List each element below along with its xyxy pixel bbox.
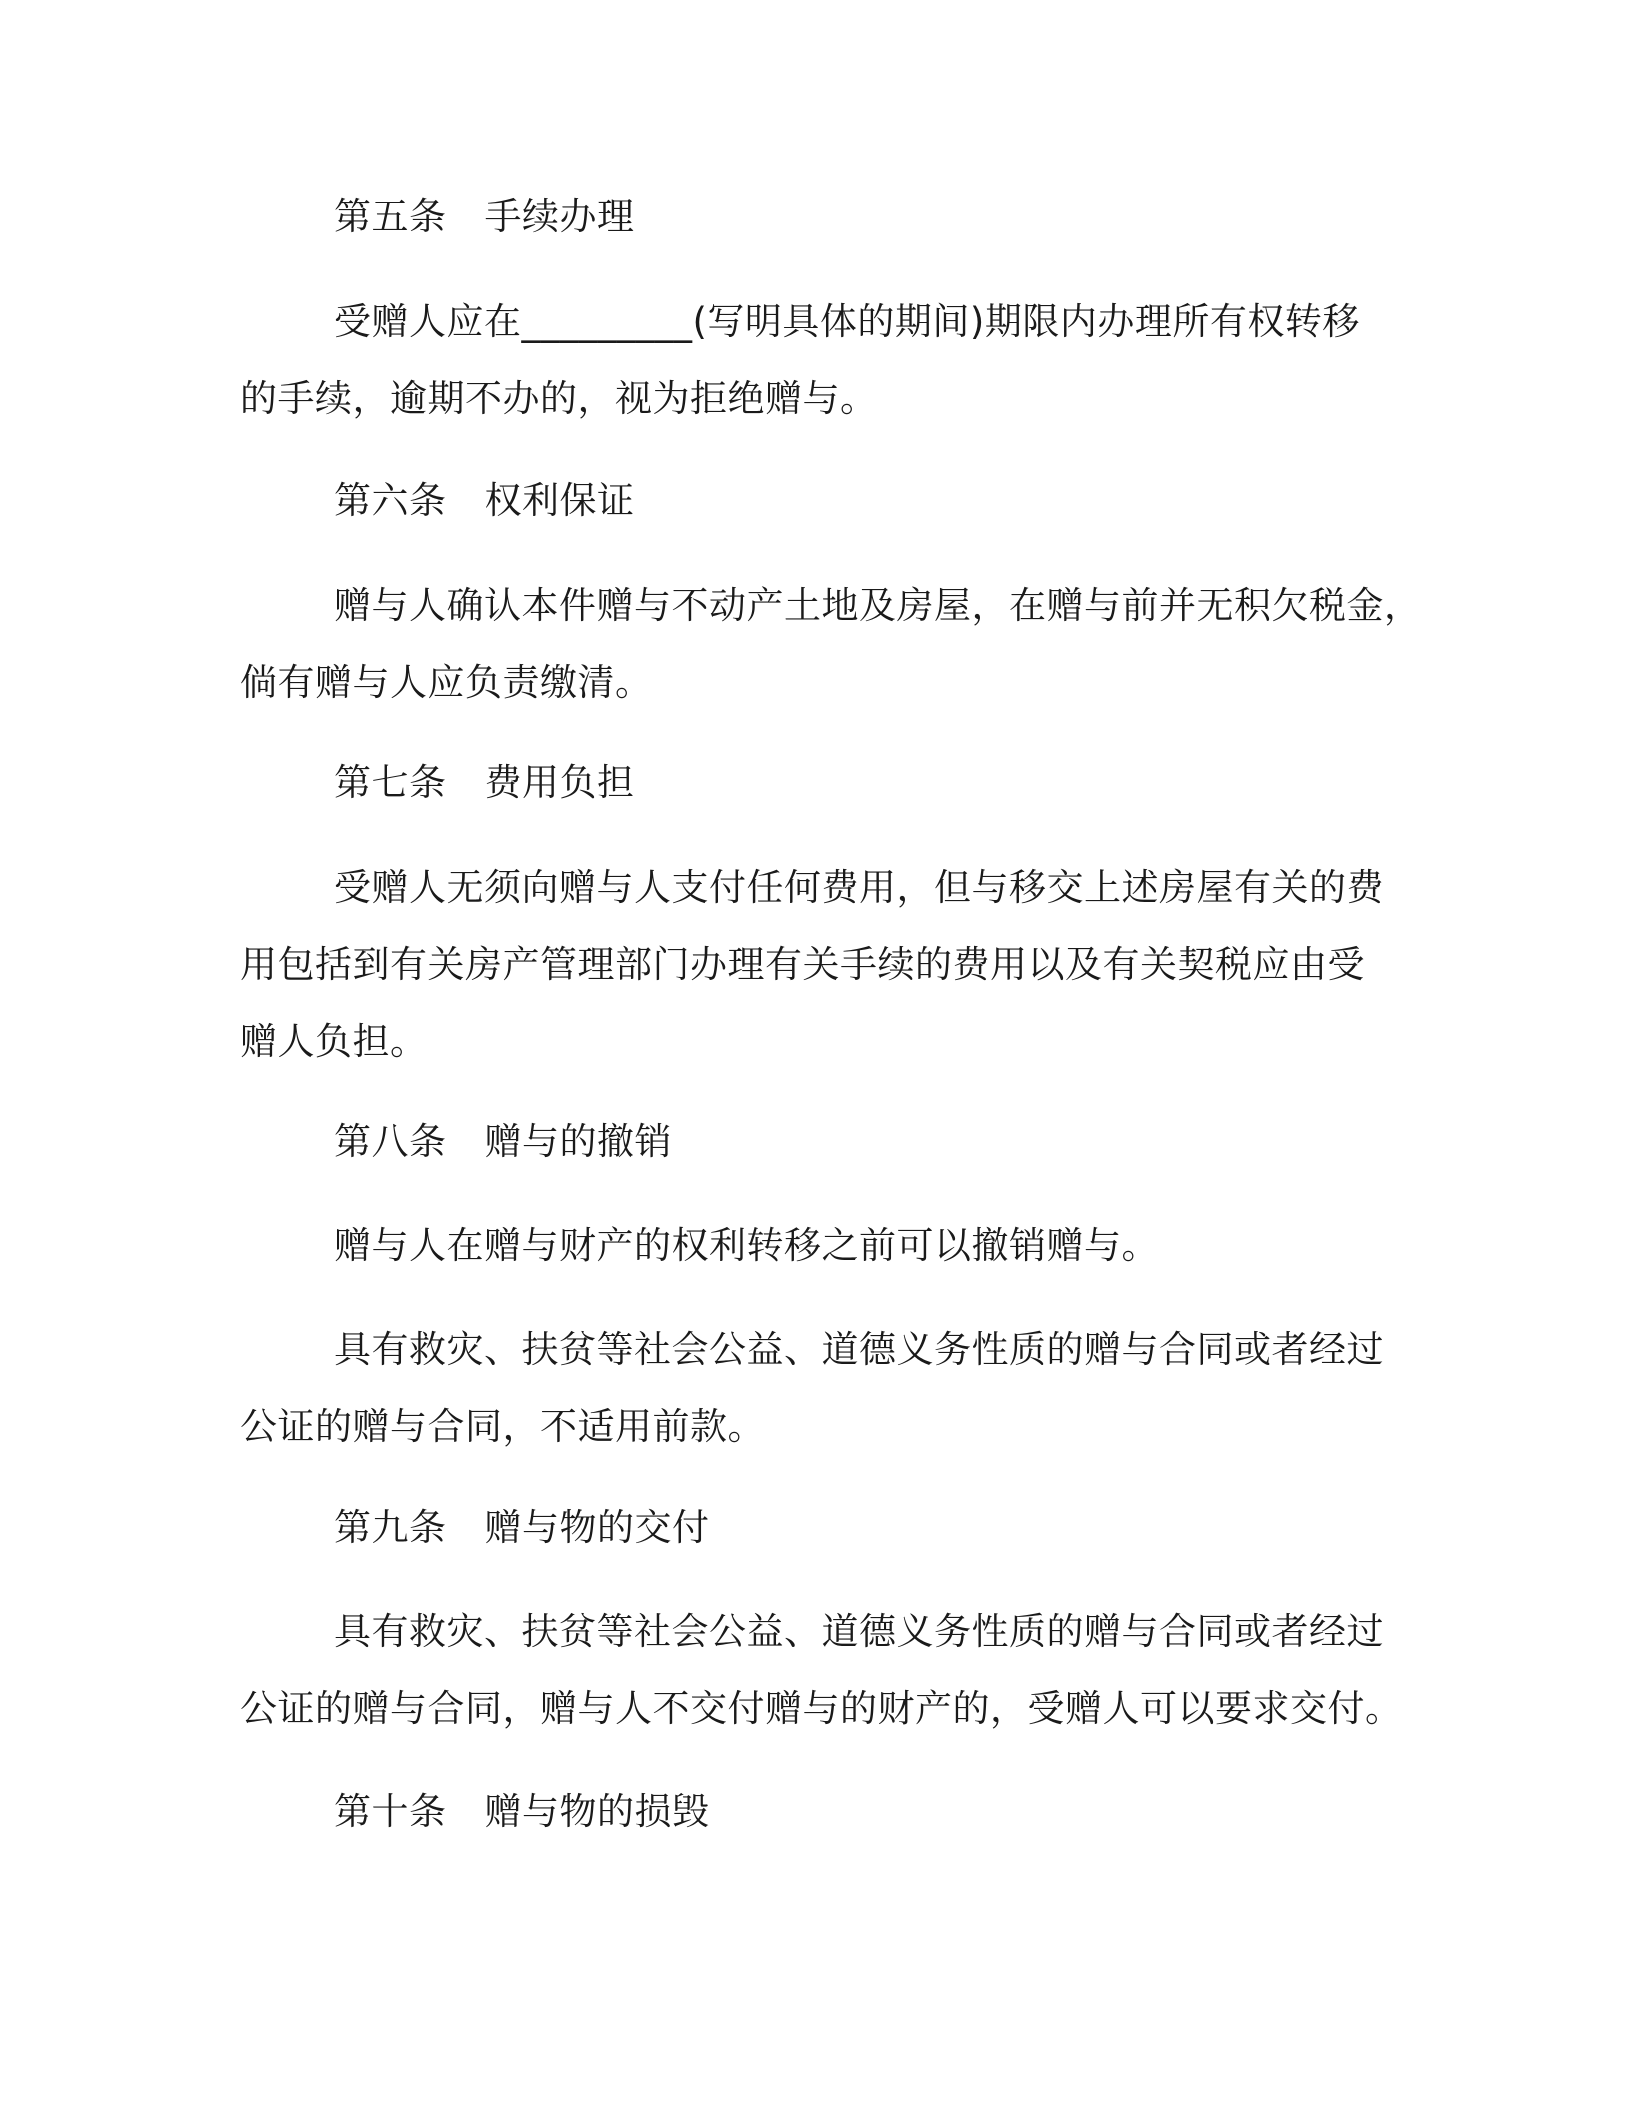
article-title: 权利保证: [484, 479, 635, 522]
article-6-heading: [334, 477, 635, 525]
paragraph-line: 用包括到有关房产管理部门办理有关手续的费用以及有关契税应由受: [240, 943, 1365, 986]
article-10-heading: [334, 1788, 710, 1836]
paragraph-line: 赠与人确认本件赠与不动产土地及房屋，在赠与前并无积欠税金，: [334, 584, 1422, 627]
article-number: 第五条: [334, 195, 447, 238]
article-number: 第九条: [334, 1506, 447, 1549]
article-title: 费用负担: [484, 761, 635, 804]
paragraph-line: 公证的赠与合同，不适用前款。: [240, 1405, 765, 1448]
article-number: 第六条: [334, 479, 447, 522]
paragraph-line: 受赠人应在_________(写明具体的期间)期限内办理所有权转移: [334, 300, 1360, 343]
paragraph-line: 赠与人在赠与财产的权利转移之前可以撤销赠与。: [334, 1224, 1159, 1267]
article-title: 手续办理: [484, 195, 635, 238]
article-number: 第八条: [334, 1120, 447, 1163]
paragraph-line: 受赠人无须向赠与人支付任何费用，但与移交上述房屋有关的费: [334, 866, 1384, 909]
paragraph-line: 的手续，逾期不办的，视为拒绝赠与。: [240, 377, 878, 420]
paragraph-line: 赠人负担。: [240, 1020, 428, 1063]
paragraph-line: 具有救灾、扶贫等社会公益、道德义务性质的赠与合同或者经过: [334, 1328, 1384, 1371]
article-number: 第七条: [334, 761, 447, 804]
article-title: 赠与的撤销: [484, 1120, 672, 1163]
paragraph-line: 公证的赠与合同，赠与人不交付赠与的财产的，受赠人可以要求交付。: [240, 1687, 1403, 1730]
article-number: 第十条: [334, 1790, 447, 1833]
paragraph-line: 倘有赠与人应负责缴清。: [240, 661, 653, 704]
article-5-heading: [334, 193, 635, 241]
article-7-heading: [334, 759, 635, 807]
article-9-heading: [334, 1504, 710, 1552]
article-title: 赠与物的损毁: [484, 1790, 710, 1833]
paragraph-line: 具有救灾、扶贫等社会公益、道德义务性质的赠与合同或者经过: [334, 1610, 1384, 1653]
article-8-heading: [334, 1118, 672, 1166]
article-title: 赠与物的交付: [484, 1506, 710, 1549]
